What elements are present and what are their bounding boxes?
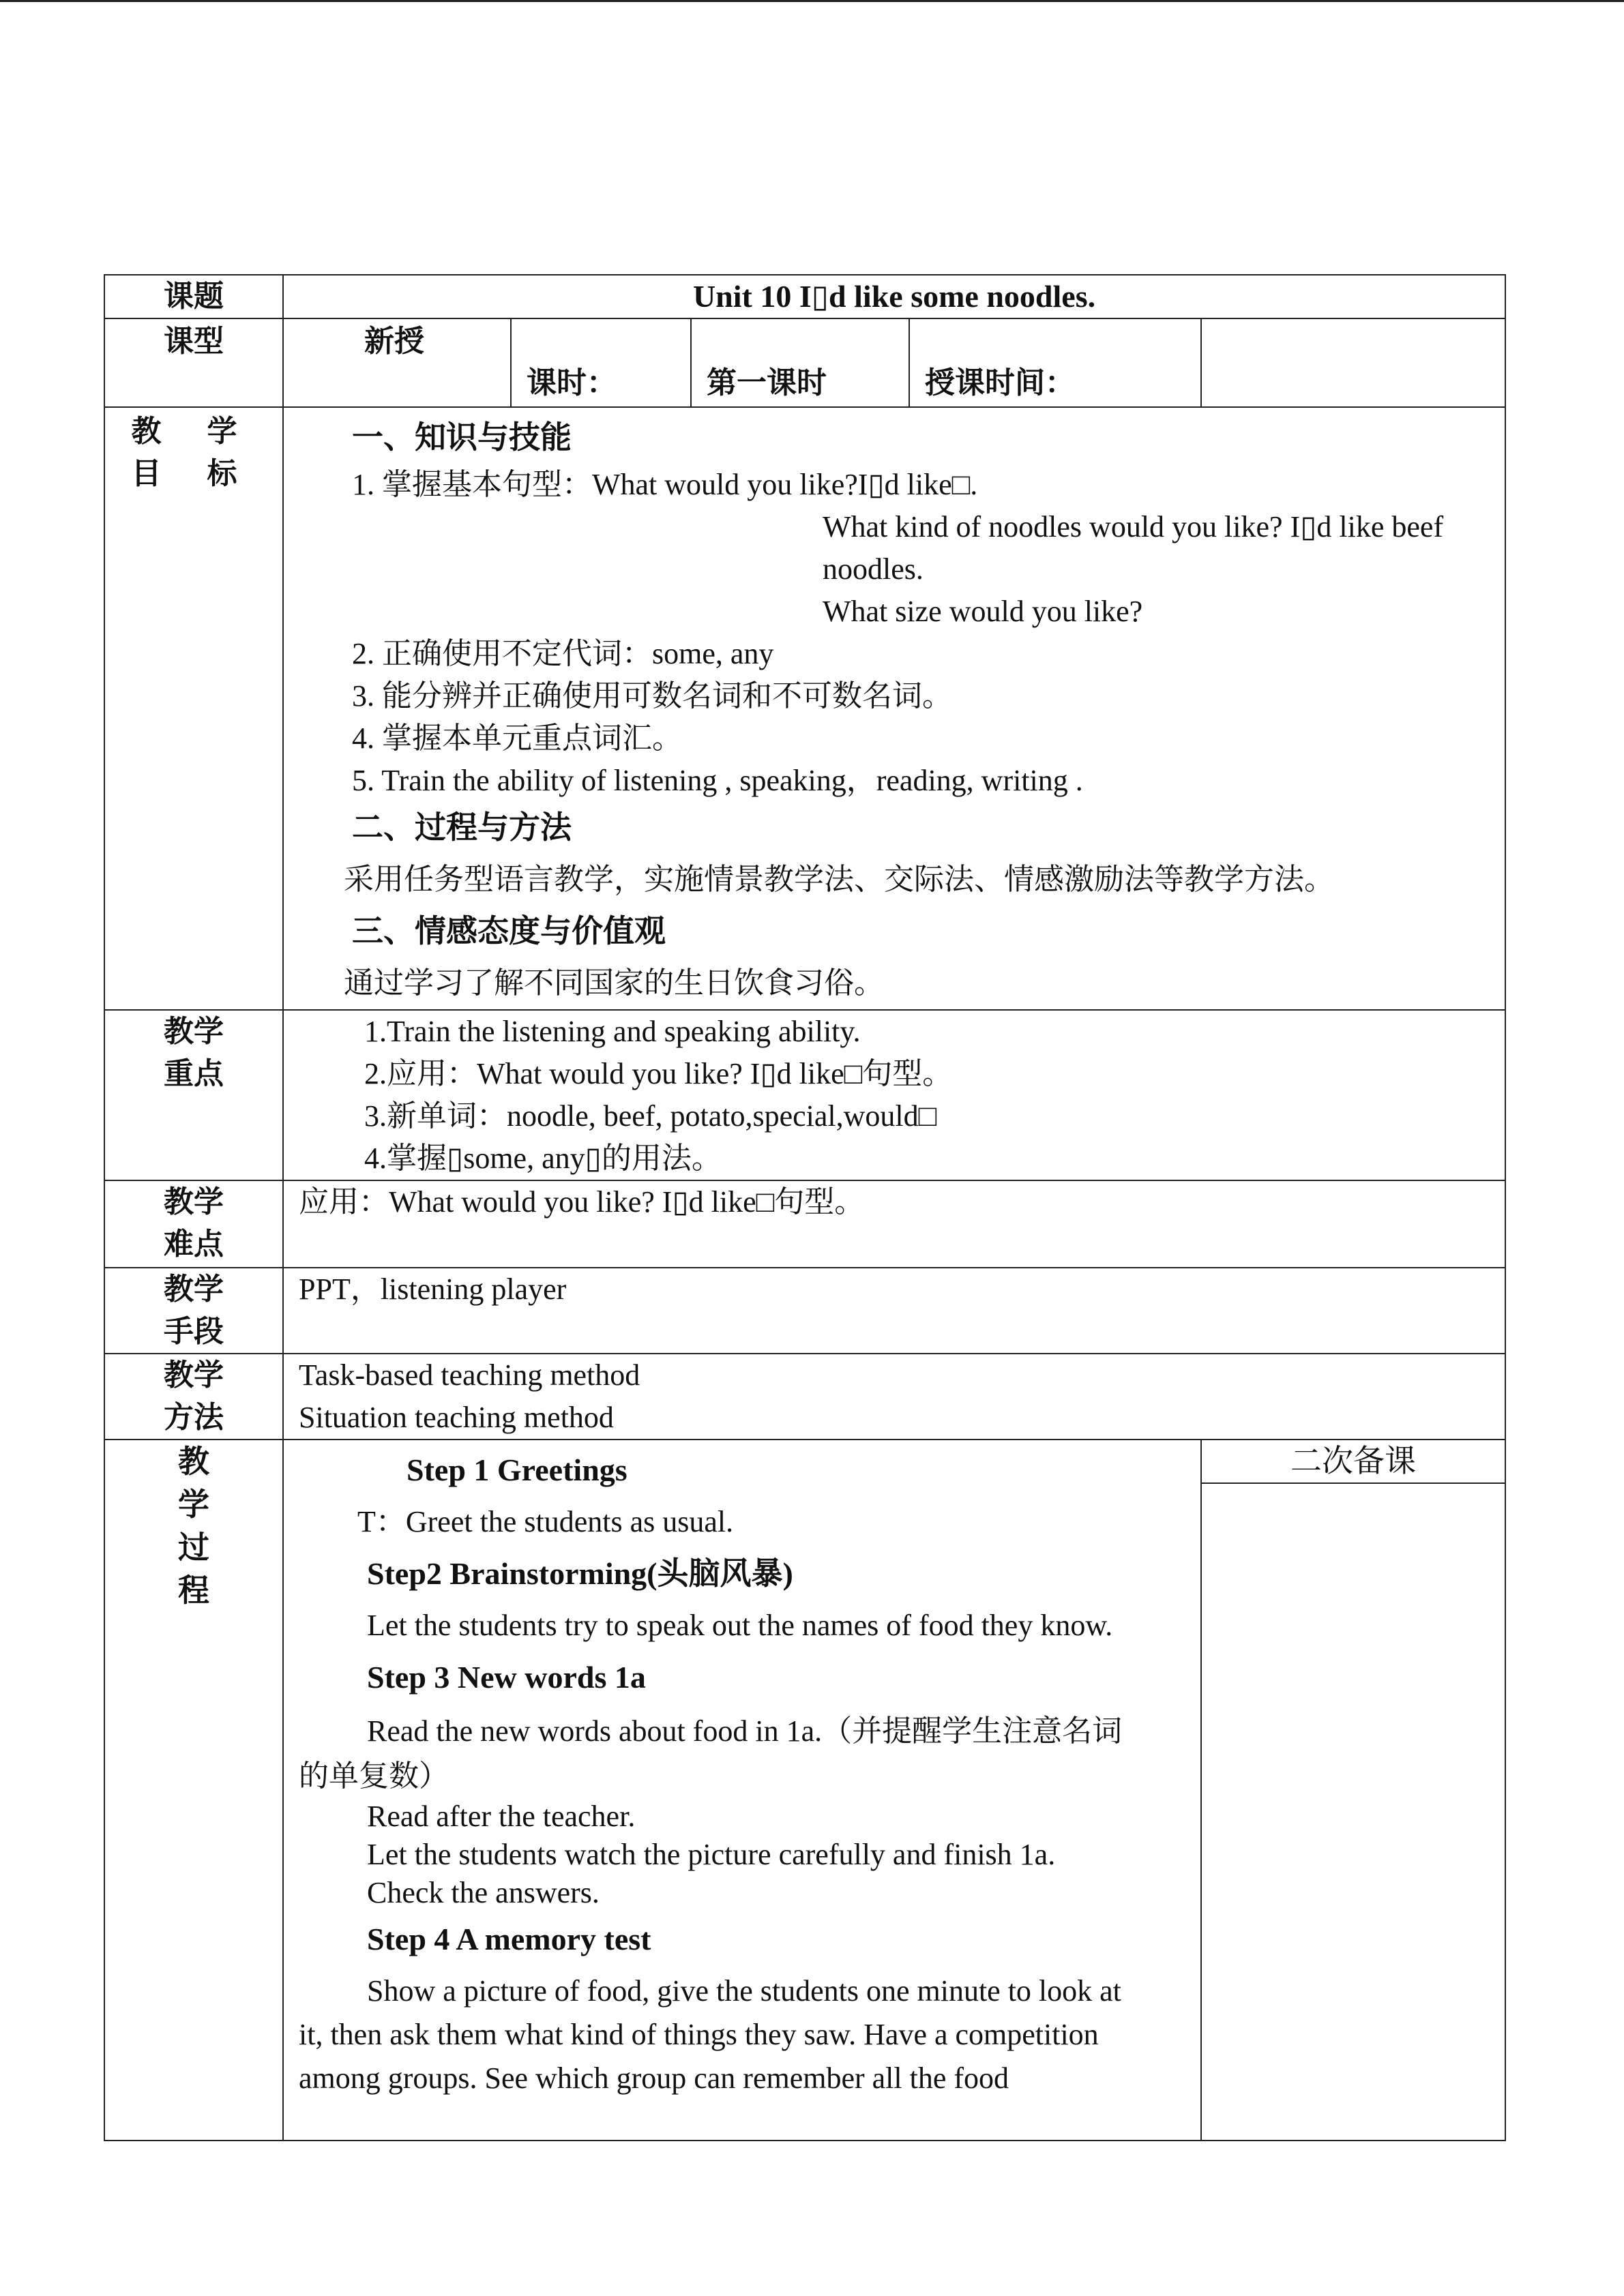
step3-text-b: 的单复数） [299, 1759, 449, 1793]
step3-text-a: Read the new words about food in 1a.（并提醒学生注意名词 [367, 1714, 1123, 1748]
unit-title: Unit 10 I▯d like some noodles. [283, 275, 1505, 318]
objectives-label [104, 407, 283, 1010]
notes-column [1201, 1440, 1505, 2141]
methods-row [104, 1354, 1505, 1440]
type-value: 新授 [283, 318, 511, 407]
key-point-item: 2.应用：What would you like? I▯d like□句型。 [364, 1057, 953, 1090]
methods-content [283, 1354, 1505, 1440]
process-label-char: 过 [178, 1530, 209, 1565]
key-points-label [104, 1010, 283, 1180]
methods-label-line-1: 教学 [164, 1358, 224, 1392]
objective-item-1b: What kind of noodles would you like? I▯d like beef noodles. [823, 510, 1444, 586]
means-row [104, 1268, 1505, 1354]
means-label [104, 1268, 283, 1354]
step3-line-2: Let the students watch the picture carefully and finish 1a. [367, 1838, 1056, 1871]
step4-text-c: among groups. See which group can remember all the food [299, 2061, 1009, 2095]
step3-line-3: Check the answers. [367, 1876, 600, 1909]
step4-title: Step 4 A memory test [367, 1922, 651, 1956]
key-point-item: 4.掌握▯some, any▯的用法。 [364, 1142, 722, 1175]
process-row [104, 1440, 1505, 2141]
objectives-label-line-1: 教 学 [131, 415, 256, 448]
objective-item-3: 3. 能分辨并正确使用可数名词和不可数名词。 [352, 679, 952, 713]
process-label-char: 教 [178, 1444, 209, 1479]
process-method-text: 采用任务型语言教学，实施情景教学法、交际法、情感激励法等教学方法。 [344, 863, 1334, 896]
key-point-item: 3.新单词：noodle, beef, potato,special,would□ [364, 1099, 937, 1133]
key-points-label-line-2: 重点 [164, 1057, 224, 1090]
knowledge-skills-heading: 一、知识与技能 [352, 420, 572, 455]
step3-title: Step 3 New words 1a [367, 1660, 646, 1695]
objectives-content [283, 407, 1505, 1010]
top-border-line [0, 0, 1624, 2]
topic-row [104, 275, 1505, 318]
step4-text-a: Show a picture of food, give the students one minute to look at [367, 1974, 1121, 2008]
key-points-label-line-1: 教学 [164, 1015, 224, 1048]
emotion-values-heading: 三、情感态度与价值观 [352, 914, 666, 949]
difficult-points-label-line-2: 难点 [164, 1227, 224, 1261]
objective-item-5: 5. Train the ability of listening , speaking，reading, writing . [352, 764, 1083, 797]
notes-header: 二次备课 [1202, 1440, 1505, 1484]
objective-item-1c: What size would you like? [823, 595, 1143, 628]
lesson-plan-table [104, 274, 1506, 2141]
objective-item-1a: 1. 掌握基本句型：What would you like?I▯d like□. [352, 468, 978, 501]
method-line-1: Task-based teaching method [299, 1358, 640, 1392]
means-label-line-1: 教学 [164, 1272, 224, 1306]
objective-item-4: 4. 掌握本单元重点词汇。 [352, 721, 682, 755]
method-line-2: Situation teaching method [299, 1401, 614, 1434]
objectives-label-line-2: 目 标 [131, 457, 256, 490]
time-label: 授课时间： [909, 318, 1201, 407]
step1-title: Step 1 Greetings [407, 1452, 628, 1487]
step4-text-b: it, then ask them what kind of things they saw. Have a competition [299, 2018, 1099, 2051]
difficult-points-row [104, 1180, 1505, 1268]
process-label-char: 程 [178, 1573, 209, 1608]
step1-text: T：Greet the students as usual. [357, 1505, 734, 1538]
methods-label [104, 1354, 283, 1440]
step3-line-1: Read after the teacher. [367, 1800, 636, 1833]
topic-label: 课题 [104, 275, 283, 318]
process-label [104, 1440, 283, 2141]
objectives-row [104, 407, 1505, 1010]
key-point-item: 1.Train the listening and speaking ability. [364, 1015, 861, 1048]
process-method-heading: 二、过程与方法 [352, 810, 572, 845]
key-points-row [104, 1010, 1505, 1180]
emotion-values-text: 通过学习了解不同国家的生日饮食习俗。 [344, 966, 884, 1000]
process-content [283, 1440, 1201, 2141]
methods-label-line-2: 方法 [164, 1401, 224, 1434]
time-value [1201, 318, 1505, 407]
period-label: 课时： [511, 318, 691, 407]
period-value: 第一课时 [691, 318, 909, 407]
means-text: PPT，listening player [283, 1268, 1505, 1354]
key-points-content [283, 1010, 1505, 1180]
means-label-line-2: 手段 [164, 1315, 224, 1348]
process-label-char: 学 [178, 1487, 209, 1522]
difficult-points-label [104, 1180, 283, 1268]
type-row [104, 318, 1505, 407]
type-label: 课型 [104, 318, 283, 407]
difficult-points-text: 应用：What would you like? I▯d like□句型。 [283, 1180, 1505, 1268]
step2-text: Let the students try to speak out the names of food they know. [367, 1609, 1113, 1642]
difficult-points-label-line-1: 教学 [164, 1185, 224, 1219]
objective-item-2: 2. 正确使用不定代词：some, any [352, 637, 774, 670]
step2-title: Step2 Brainstorming(头脑风暴) [367, 1556, 793, 1591]
